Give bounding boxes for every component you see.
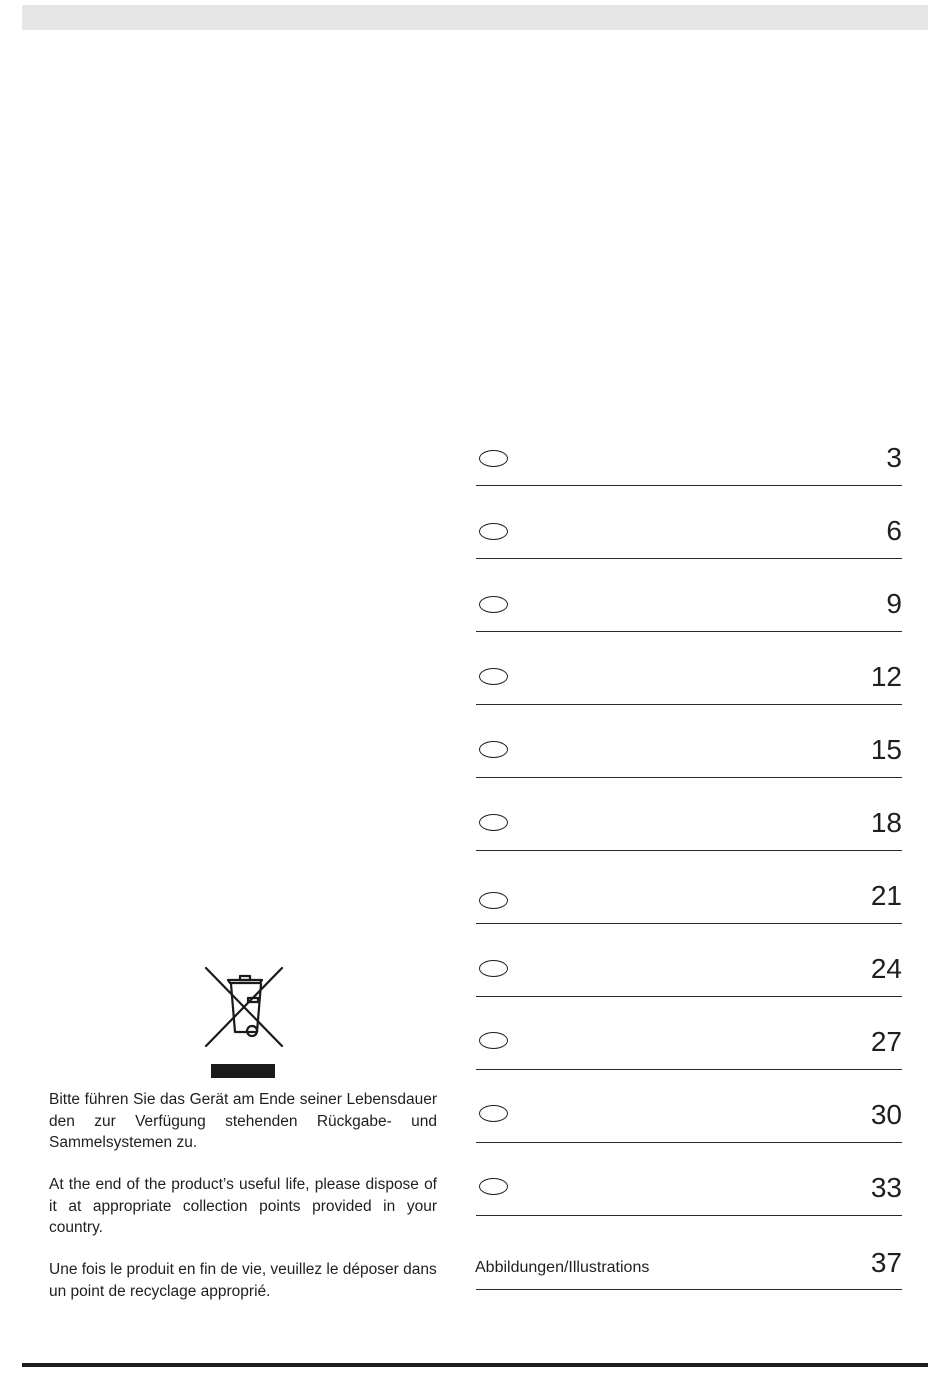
toc-page-number: 37 xyxy=(870,1247,902,1278)
toc-page-number: 6 xyxy=(886,515,902,546)
language-flag-icon xyxy=(479,1032,508,1049)
toc-entry[interactable] xyxy=(476,1069,902,1143)
toc-entry[interactable] xyxy=(476,777,902,851)
toc-entry[interactable] xyxy=(476,704,902,778)
crossed-out-wheelie-bin-icon xyxy=(204,966,284,1048)
disposal-notice-fr: Une fois le produit en fin de vie, veuillez le déposer dans un point de recyclage approprié. xyxy=(49,1261,437,1300)
toc-page-number: 9 xyxy=(886,588,902,619)
language-flag-icon xyxy=(479,741,508,758)
disposal-notice-de: Bitte führen Sie das Gerät am Ende seiner Lebensdauer den zur Verfügung stehenden Rückgabe- und Sammelsystemen zu. xyxy=(49,1091,437,1151)
toc-page-number: 24 xyxy=(870,953,902,984)
toc-entry[interactable] xyxy=(476,412,902,486)
language-flag-icon xyxy=(479,596,508,613)
toc-entry[interactable] xyxy=(476,1142,902,1216)
toc-page-number: 12 xyxy=(870,661,902,692)
language-flag-icon xyxy=(479,450,508,467)
language-flag-icon xyxy=(479,523,508,540)
toc-entry[interactable] xyxy=(476,996,902,1070)
language-flag-icon xyxy=(479,960,508,977)
toc-entry[interactable] xyxy=(476,558,902,632)
language-flag-icon xyxy=(479,668,508,685)
footer-rule xyxy=(22,1363,928,1367)
toc-page-number: 15 xyxy=(870,734,902,765)
toc-label: Abbildungen/Illustrations xyxy=(475,1259,650,1276)
language-flag-icon xyxy=(479,1105,508,1122)
disposal-notice-en: At the end of the product’s useful life, please dispose of it at appropriate collection points provided in your country. xyxy=(49,1176,437,1236)
language-flag-icon xyxy=(479,814,508,831)
language-flag-icon xyxy=(479,1178,508,1195)
weee-marking-bar xyxy=(211,1064,275,1078)
toc-entry[interactable] xyxy=(476,923,902,997)
toc-entry-illustrations[interactable] xyxy=(476,1215,902,1290)
toc-page-number: 3 xyxy=(886,442,902,473)
toc-page-number: 18 xyxy=(870,807,902,838)
language-flag-icon xyxy=(479,892,508,909)
toc-page-number: 33 xyxy=(870,1172,902,1203)
header-bar xyxy=(22,5,928,30)
toc-page-number: 30 xyxy=(870,1099,902,1130)
toc-page-number: 27 xyxy=(870,1026,902,1057)
toc-entry[interactable] xyxy=(476,850,902,924)
toc-page-number: 21 xyxy=(870,880,902,911)
toc-entry[interactable] xyxy=(476,485,902,559)
toc-entry[interactable] xyxy=(476,631,902,705)
